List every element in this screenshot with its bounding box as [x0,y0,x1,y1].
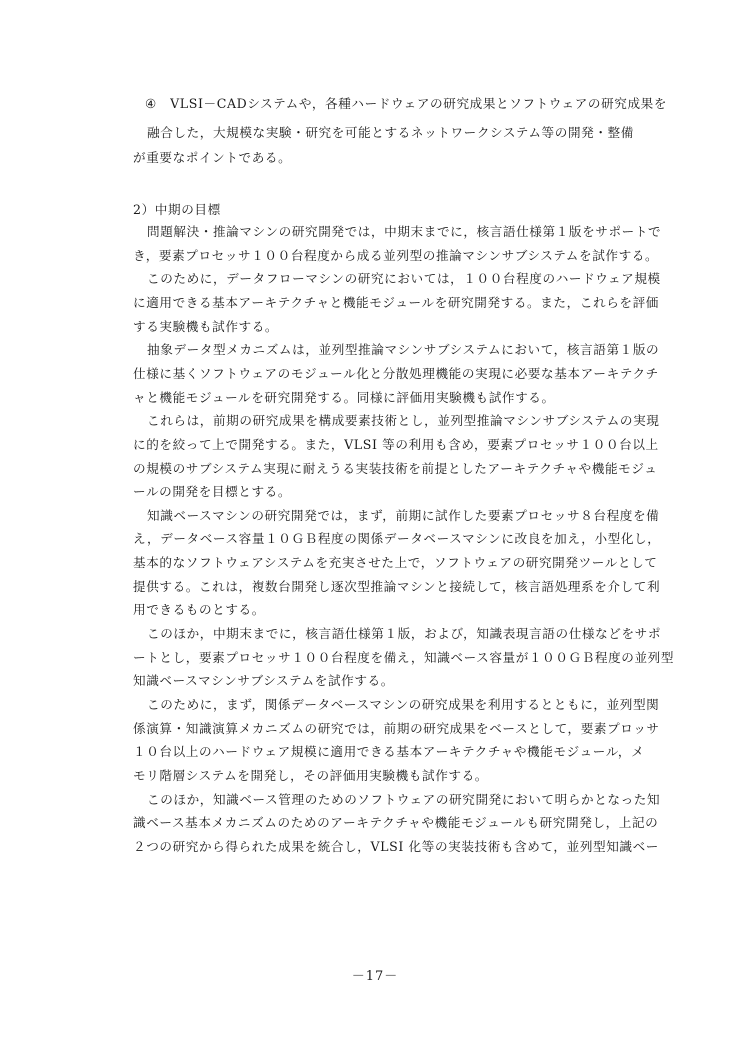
text-line: ④ VLSI－CADシステムや，各種ハードウェアの研究成果とソフトウェアの研究成果を [145,96,668,111]
text-line: 識ベース基本メカニズムのためのアーキテクチャや機能モジュールも研究開発し，上記の [133,815,659,830]
text-line: ールの開発を目標とする。 [133,484,292,499]
text-line: ２つの研究から得られた成果を統合し，VLSI 化等の実装技術も含めて，並列型知識ベー [133,839,659,854]
text-line: モリ階層システムを開発し，その評価用実験機も試作する。 [133,768,488,783]
page-number: －17－ [351,969,399,984]
text-line: 知識ベースマシンサブシステムを試作する。 [133,673,394,688]
text-line: このほか，中期末までに，核言語仕様第１版，および，知識表現言語の仕様などをサポ [147,626,662,641]
text-line: が重要なポイントである。 [133,150,292,165]
text-line: 問題解決・推論マシンの研究開発では，中期末までに，核言語仕様第１版をサポートで [147,224,662,239]
text-line: き，要素プロセッサ１００台程度から成る並列型の推論マシンサブシステムを試作する。 [133,248,659,263]
text-line: 融合した，大規模な実験・研究を可能とするネットワークシステム等の開発・整備 [147,125,634,140]
text-line: え，データベース容量１０ＧＢ程度の関係データベースマシンに改良を加え，小型化し， [133,531,661,546]
text-line: 抽象データ型メカニズムは，並列型推論マシンサブシステムにおいて，核言語第１版の [147,342,660,357]
text-line: 係演算・知識演算メカニズムの研究では，前期の研究成果をベースとして，要素プロッサ [133,721,660,736]
text-line: これらは，前期の研究成果を構成要素技術とし，並列型推論マシンサブシステムの実現 [147,413,660,428]
text-line: 提供する。これは，複数台開発し逐次型推論マシンと接続して，核言語処理系を介して利 [133,579,661,594]
text-line: 用できるものとする。 [133,602,265,617]
text-line: ートとし，要素プロセッサ１００台程度を備え，知識ベース容量が１００ＧＢ程度の並列型 [133,650,675,665]
text-line: １０台以上のハードウェア規模に適用できる基本アーキテクチャや機能モジュール，メ [133,744,645,759]
text-line: このほか，知識ベース管理のためのソフトウェアの研究開発において明らかとなった知 [147,792,661,807]
text-line: 基本的なソフトウェアシステムを充実させた上で，ソフトウェアの研究開発ツールとして [133,555,658,570]
section-heading: 2）中期の目標 [133,202,221,217]
text-line: する実験機も試作する。 [133,319,279,334]
text-line: このために，データフローマシンの研究においては，１００台程度のハードウェア規模 [147,271,661,286]
text-line: に適用できる基本アーキテクチャと機能モジュールを研究開発する。また，これらを評価 [133,295,659,310]
text-line: 仕様に基くソフトウェアのモジュール化と分散処理機能の実現に必要な基本アーキテクチ [133,366,659,381]
text-line: このために，まず，関係データベースマシンの研究成果を利用するとともに，並列型関 [147,697,660,712]
text-line: に的を絞って上で開発する。また，VLSI 等の利用も含め，要素プロセッサ１００台以上 [133,437,659,452]
text-line: ャと機能モジュールを研究開発する。同様に評価用実験機も試作する。 [133,390,555,405]
text-line: 知識ベースマシンの研究開発では，まず，前期に試作した要素プロセッサ８台程度を備 [147,508,660,523]
text-line: の規模のサブシステム実現に耐えうる実装技術を前提としたアーキテクチャや機能モジュ [133,461,658,476]
